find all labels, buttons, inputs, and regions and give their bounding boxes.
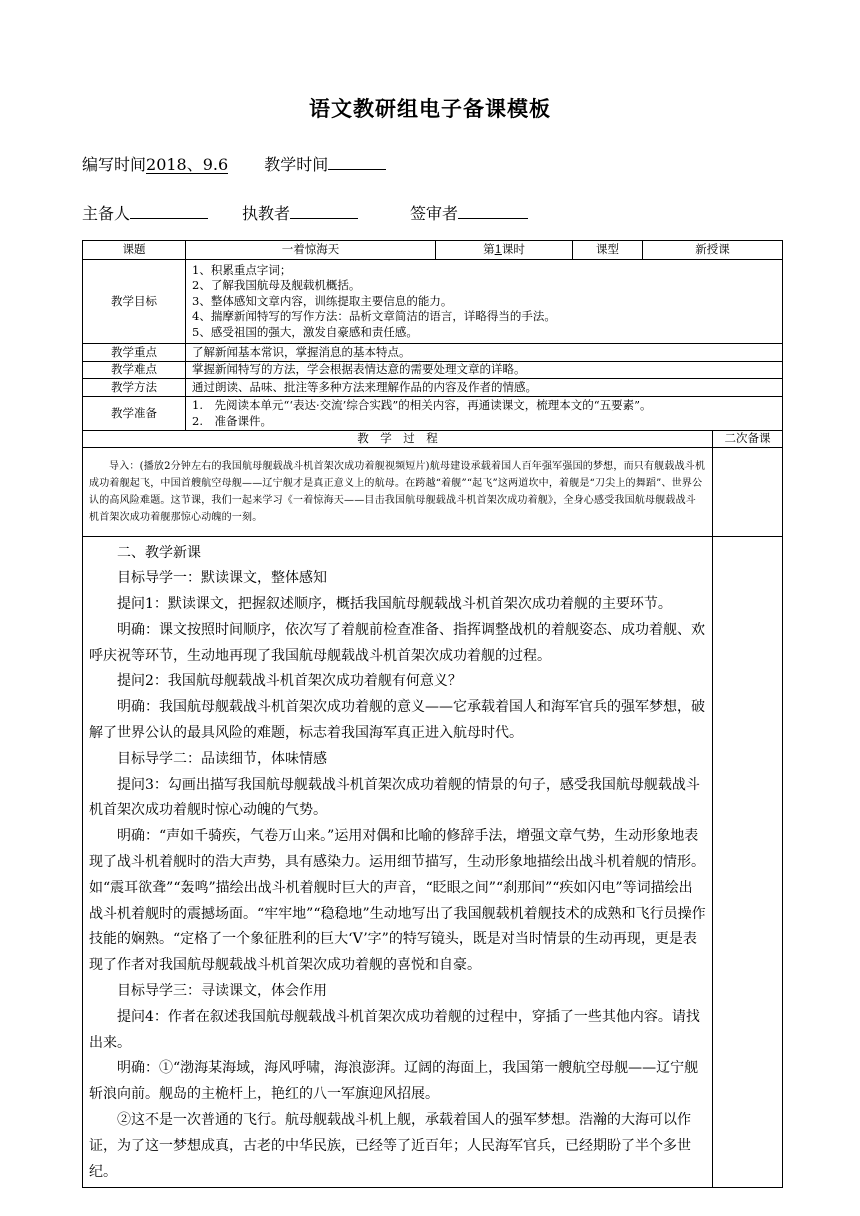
prep-label: 教学准备: [83, 397, 186, 431]
body-paragraph: 明确：①“渤海某海域，海风呼啸，海浪澎湃。辽阔的海面上，我国第一艘航空母舰——辽宁舰斩浪向前。舰岛的主桅杆上，艳红的八一军旗迎风招展。: [89, 1060, 699, 1103]
preparer-blank: [130, 202, 208, 219]
body-paragraph: 明确：课文按照时间顺序，依次写了着舰前检查准备、指挥调整战机的着舰姿态、成功着舰、欢呼庆祝等环节，生动地再现了我国航母舰载战斗机首架次成功着舰的过程。: [89, 621, 705, 664]
difficulty-value: 掌握新闻特写的方法，学会根据表情达意的需要处理文章的详略。: [186, 362, 783, 379]
second-prep-header: 二次备课: [713, 431, 783, 448]
process-header: 教 学 过 程: [83, 431, 713, 448]
teach-time-blank: [328, 153, 386, 170]
teacher-blank: [290, 202, 358, 219]
second-prep-cell: [713, 536, 783, 1188]
intro-text: 导入：(播放2分钟左右的我国航母舰载战斗机首架次成功着舰视频短片)航母建设承载着国人百年强军强国的梦想，而只有舰载战斗机成功着舰起飞，中国首艘航空母舰——辽宁舰才是真正意义上的航母。在跨越“着舰”“起飞”这两道坎中，着舰是“刀尖上的舞蹈”、世界公认的高风险难题。这节课，我们一起来学习《一着惊海天——目击我国航母舰载战斗机首架次成功着舰》，全身心感受我国航母舰载战斗机首架次成功着舰那惊心动魄的一刻。: [83, 447, 713, 536]
prep-item: 1. 先阅读本单元“‘表达·交流’综合实践”的相关内容，再通读课文，梳理本文的“五要素”。: [192, 398, 652, 412]
goals-cell: [186, 260, 783, 344]
difficulty-label: 教学难点: [83, 362, 186, 379]
body-paragraph: 目标导学二：品读细节，体味情感: [117, 750, 327, 767]
period-cell: [436, 241, 573, 260]
table-row: [83, 397, 783, 431]
table-row: [83, 260, 783, 344]
period-suffix: 课时: [501, 242, 525, 257]
compile-time-label: 编写时间: [82, 155, 147, 174]
table-row: [83, 362, 783, 379]
staff-line: [82, 201, 528, 224]
table-row: [83, 536, 783, 1188]
lesson-body: [83, 536, 713, 1188]
goal-item: 5、感受祖国的强大，激发自豪感和责任感。: [192, 324, 418, 339]
time-line: [82, 152, 386, 175]
table-row: [83, 431, 783, 448]
body-paragraph: 目标导学一：默读课文，整体感知: [117, 570, 327, 587]
body-paragraph: 提问1：默读课文，把握叙述顺序，概括我国航母舰载战斗机首架次成功着舰的主要环节。: [117, 596, 672, 613]
table-row: [83, 447, 783, 536]
table-row: [83, 344, 783, 362]
topic-label: 课题: [83, 241, 186, 260]
second-prep-cell: [713, 447, 783, 536]
body-paragraph: 目标导学三：寻读课文，体会作用: [117, 983, 327, 1000]
body-paragraph: 提问3：勾画出描写我国航母舰载战斗机首架次成功着舰的情景的句子，感受我国航母舰载战斗机首架次成功着舰时惊心动魄的气势。: [89, 776, 700, 819]
period-num: 1: [494, 242, 502, 257]
method-value: 通过朗读、品味、批注等多种方法来理解作品的内容及作者的情感。: [186, 379, 783, 397]
table-row: [83, 379, 783, 397]
body-paragraph: 提问4：作者在叙述我国航母舰载战斗机首架次成功着舰的过程中，穿插了一些其他内容。请找出来。: [89, 1008, 700, 1051]
teach-time-label: 教学时间: [264, 155, 329, 174]
document-title: 语文教研组电子备课模板: [309, 97, 551, 121]
lesson-plan-table: [82, 240, 783, 1188]
key-value: 了解新闻基本常识，掌握消息的基本特点。: [186, 344, 783, 362]
prep-item: 2. 准备课件。: [192, 413, 272, 428]
key-label: 教学重点: [83, 344, 186, 362]
goal-item: 3、整体感知文章内容，训练提取主要信息的能力。: [192, 293, 453, 308]
topic-value: 一着惊海天: [186, 241, 436, 260]
body-paragraph: 二、教学新课: [117, 544, 201, 561]
teacher-label: 执教者: [242, 204, 291, 223]
goals-label: 教学目标: [83, 260, 186, 344]
body-paragraph: 明确：“声如千骑疾，气卷万山来。”运用对偶和比喻的修辞手法，增强文章气势，生动形象地表现了战斗机着舰时的浩大声势，具有感染力。运用细节描写，生动形象地描绘出战斗机着舰的情形。如“震耳欲聋”“轰鸣”描绘出战斗机着舰时巨大的声音，“眨眼之间”“刹那间”“疾如闪电”等词描绘出战斗机着舰时的震撼场面。“牢牢地”“稳稳地”生动地写出了我国舰载机着舰技术的成熟和飞行员操作技能的娴熟。“定格了一个象征胜利的巨大‘V’字”的特写镜头，既是对当时情景的生动再现，更是表现了作者对我国航母舰载战斗机首架次成功着舰的喜悦和自豪。: [89, 828, 706, 974]
compile-time-value: 2018、9.6: [146, 155, 229, 174]
period-prefix: 第: [483, 242, 495, 257]
reviewer-blank: [458, 202, 528, 219]
body-paragraph: ②这不是一次普通的飞行。航母舰载战斗机上舰，承载着国人的强军梦想。浩瀚的大海可以作证，为了这一梦想成真，古老的中华民族，已经等了近百年；人民海军官兵，已经期盼了半个多世纪。: [89, 1112, 691, 1180]
preparer-label: 主备人: [82, 204, 131, 223]
goal-item: 1、积累重点字词；: [192, 262, 292, 277]
reviewer-label: 签审者: [410, 204, 459, 223]
body-paragraph: 明确：我国航母舰载战斗机首架次成功着舰的意义——它承载着国人和海军官兵的强军梦想，破解了世界公认的最具风险的难题，标志着我国海军真正进入航母时代。: [89, 699, 705, 742]
goal-item: 2、了解我国航母及舰载机概括。: [192, 278, 361, 293]
table-row: [83, 241, 783, 260]
prep-cell: [186, 397, 783, 431]
goal-item: 4、揣摩新闻特写的写作方法：品析文章简洁的语言，详略得当的手法。: [192, 309, 556, 324]
type-value: 新授课: [643, 241, 783, 260]
method-label: 教学方法: [83, 379, 186, 397]
body-paragraph: 提问2：我国航母舰载战斗机首架次成功着舰有何意义？: [117, 673, 462, 690]
type-label: 课型: [573, 241, 643, 260]
